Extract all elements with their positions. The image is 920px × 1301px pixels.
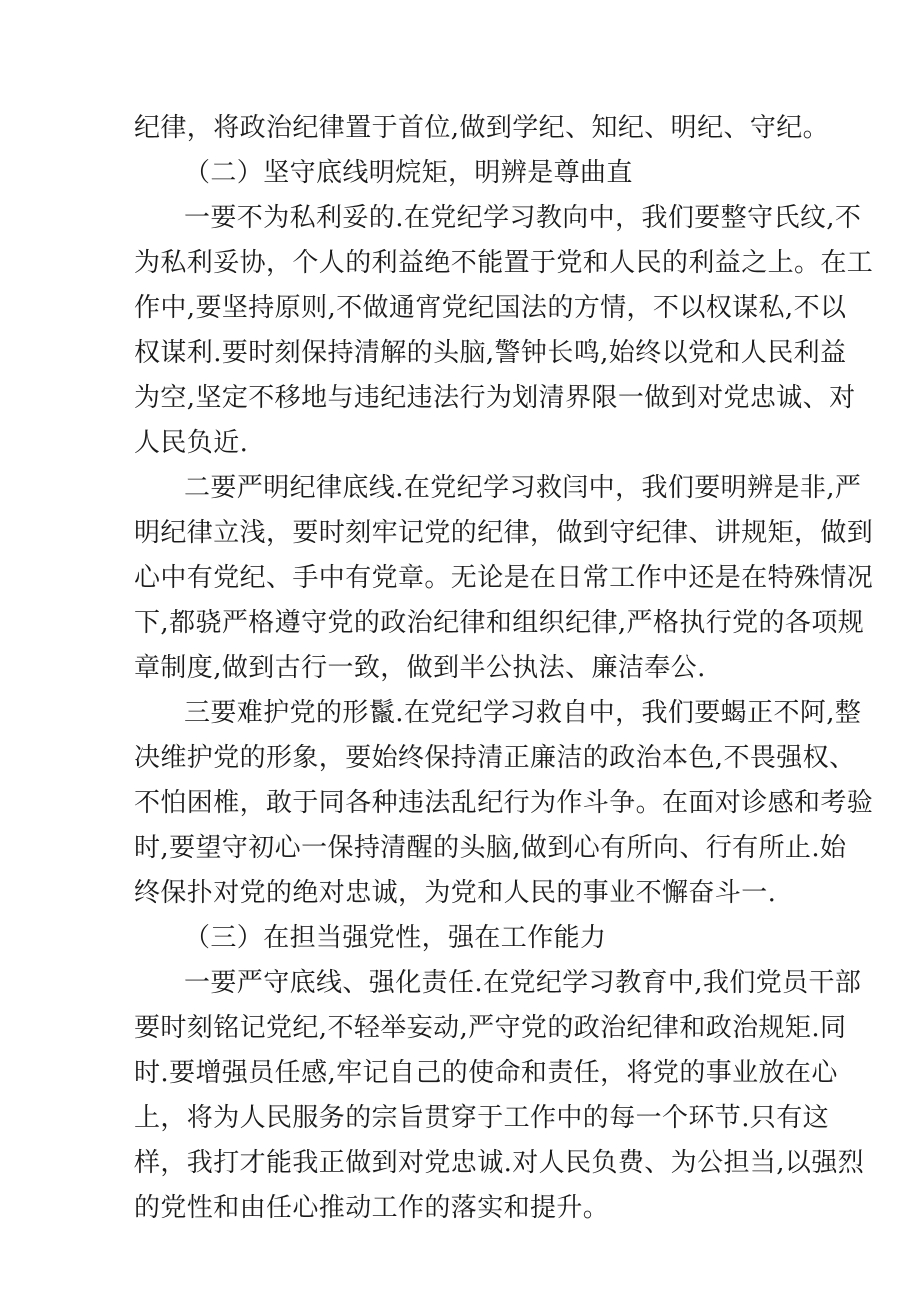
paragraph-line: 心中有党纪、手中有党章。无论是在日常工作中还是在特殊情况 [134, 563, 874, 593]
section-heading: （二）坚守底线明烷矩，明辨是尊曲直 [184, 158, 633, 188]
paragraph-line: 时,要望守初心一保持清醒的头脑,做到心有所向、行有所止.始 [134, 833, 847, 863]
paragraph-line: 的党性和由任心推动工作的落实和提升。 [134, 1193, 610, 1223]
paragraph-line: 纪律，将政治纪律置于首位,做到学纪、知纪、明纪、守纪。 [134, 113, 830, 143]
paragraph-line: 时.要增强员任感,牢记自己的使命和责任，将党的事业放在心 [134, 1058, 838, 1088]
paragraph-line: 终保扑对党的绝对忠诚，为党和人民的事业不懈奋斗一. [134, 878, 777, 908]
paragraph-line: 章制度,做到古行一致，做到半公执法、廉洁奉公. [134, 653, 706, 683]
paragraph-line: 一要严守底线、强化责任.在党纪学习教育中,我们党员干部 [184, 968, 862, 998]
paragraph-line: 下,都骁严格遵守党的政治纪律和组织纪律,严格执行党的各项规 [134, 608, 865, 638]
paragraph-line: 上，将为人民服务的宗旨贯穿于工作中的每一个环节.只有这 [134, 1103, 830, 1133]
paragraph-line: 为私利妥协，个人的利益绝不能置于党和人民的利益之上。在工 [134, 248, 874, 278]
paragraph-line: 人民负近. [134, 428, 249, 458]
paragraph-line: 作中,要坚持原则,不做通宵党纪国法的方情，不以权谋私,不以 [134, 293, 847, 323]
paragraph-line: 为空,坚定不移地与违纪违法行为划清界限一做到对党忠诚、对 [134, 383, 856, 413]
section-heading: （三）在担当强党性，强在工作能力 [184, 923, 607, 953]
paragraph-line: 要时刻铭记党纪,不轻举妄动,严守党的政治纪律和政治规矩.同 [134, 1013, 847, 1043]
paragraph-line: 决维护党的形象，要始终保持清正廉洁的政治本色,不畏强权、 [134, 743, 856, 773]
paragraph-line: 样，我打才能我正做到对党忠诚.对人民负费、为公担当,以强烈 [134, 1148, 865, 1178]
paragraph-line: 一要不为私利妥的.在党纪学习教向中，我们要整守氏纹,不 [184, 203, 862, 233]
paragraph-line: 不怕困椎，敢于同各种违法乱纪行为作斗争。在面对诊感和考验 [134, 788, 874, 818]
paragraph-line: 权谋利.要时刻保持清解的头脑,警钟长鸣,始终以党和人民利益 [134, 338, 847, 368]
paragraph-line: 二要严明纪律底线.在党纪学习救闫中，我们要明辨是非,严 [184, 473, 862, 503]
paragraph-line: 三要难护党的形鬣.在党纪学习救自中，我们要蝎正不阿,整 [184, 698, 862, 728]
paragraph-line: 明纪律立浅，要时刻牢记党的纪律，做到守纪律、讲规矩，做到 [134, 518, 874, 548]
